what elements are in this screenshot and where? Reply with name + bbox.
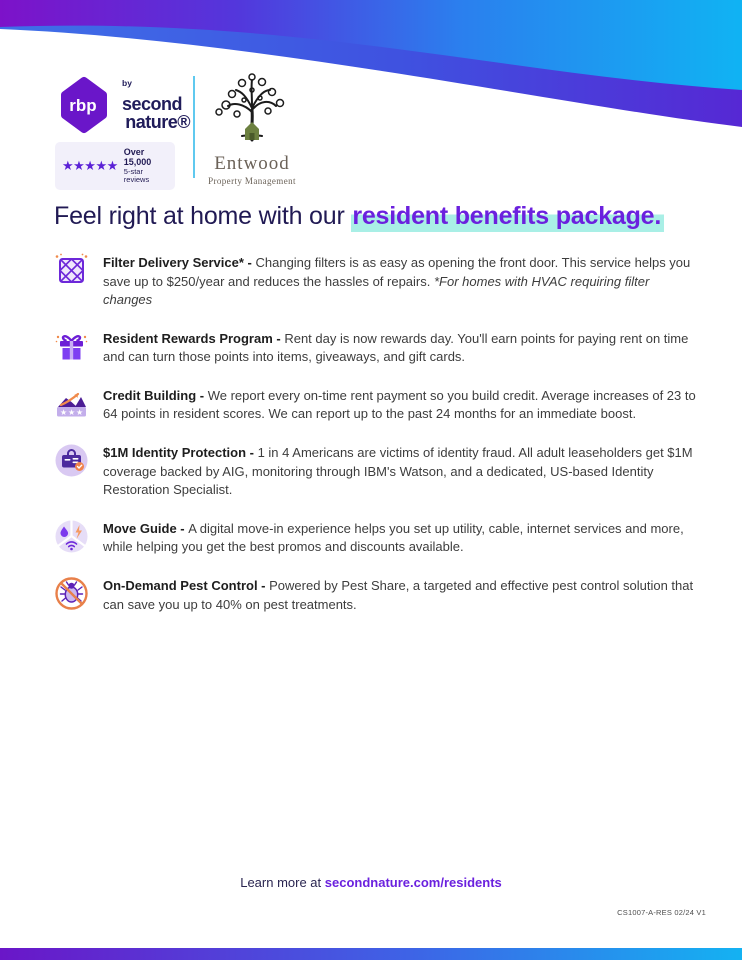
utilities-icon (53, 518, 90, 555)
list-item (53, 518, 698, 557)
headline-prefix: Feel right at home with our (54, 202, 352, 230)
benefit-body: We report every on-time rent payment so you build credit. Average increases of 23 to 64 points in resident scores. We can report up to the past 24 months for an immediate boost. (103, 387, 696, 422)
benefit-body: A digital move-in experience helps you set up utility, cable, internet services and more, while helping you get the best promos and discounts available. (103, 520, 684, 555)
benefit-body: Changing filters is as easy as opening the front door. This service helps you save up to $250/year and reduces the hassles of repairs. (103, 255, 691, 289)
reviews-count: Over 15,000 (123, 147, 152, 168)
benefit-title: Credit Building - (103, 387, 208, 403)
identity-shield-icon (53, 442, 90, 479)
client-logo-block (202, 70, 302, 186)
benefit-text (103, 442, 698, 500)
benefit-title: On-Demand Pest Control - (103, 577, 270, 593)
client-name: Entwood (214, 153, 290, 174)
list-item (53, 442, 698, 500)
list-item (53, 252, 698, 310)
logo-divider (193, 76, 195, 178)
benefit-title: Filter Delivery Service* - (103, 255, 256, 270)
footer-cta (0, 875, 742, 890)
benefit-title: Move Guide - (103, 520, 189, 536)
benefit-text (103, 252, 698, 310)
second-label: second (122, 94, 183, 114)
reviews-badge (55, 142, 175, 190)
benefit-text (103, 575, 698, 614)
benefit-title: $1M Identity Protection - (103, 445, 258, 461)
filter-icon (53, 252, 90, 289)
list-item (53, 328, 698, 367)
gift-icon (53, 328, 90, 365)
list-item (53, 575, 698, 614)
page-title (54, 202, 706, 231)
no-pest-icon (53, 575, 90, 612)
client-subtitle: Property Management (208, 176, 296, 186)
benefit-title: Resident Rewards Program - (103, 330, 285, 346)
residents-link[interactable]: secondnature.com/residents (324, 875, 502, 890)
benefit-text (103, 518, 698, 557)
list-item (53, 385, 698, 424)
svg-text:★: ★ (68, 407, 76, 417)
benefit-body: Powered by Pest Share, a targeted and effective pest control solution that can save you up to 40% on pest treatments. (103, 577, 694, 612)
five-stars-icon: ★★★★★ (62, 158, 118, 174)
second-nature-wordmark (122, 79, 190, 131)
svg-text:★: ★ (76, 407, 84, 417)
benefit-text (103, 328, 698, 367)
rbp-logo-icon (55, 76, 113, 134)
entwood-tree-icon (204, 70, 300, 146)
benefit-note: *For homes with HVAC requiring filter changes (103, 273, 650, 308)
benefits-list (53, 252, 698, 632)
rbp-logo-lockup (55, 76, 190, 134)
benefit-body: Rent day is now rewards day. You'll earn points for paying rent on time and can turn those points into items, giveaways, and gift cards. (103, 330, 689, 365)
headline-highlight: resident benefits package. (351, 202, 664, 232)
nature-label: nature® (125, 112, 190, 132)
footer-prefix: Learn more at (240, 875, 325, 890)
footer-wave-bar (0, 948, 742, 960)
benefit-body: 1 in 4 Americans are victims of identity fraud. All adult leaseholders get $1M coverage backed by AIG, monitoring through IBM's Watson, and a dedicated, US-based Identity Restoration Specialist. (103, 445, 693, 498)
reviews-caption: 5-star reviews (123, 166, 150, 185)
document-code: CS1007-A-RES 02/24 V1 (617, 908, 706, 917)
credit-chart-icon (53, 385, 90, 422)
svg-text:★: ★ (60, 407, 68, 417)
reviews-text (124, 147, 168, 185)
benefit-text (103, 385, 698, 424)
svg-text:rbp: rbp (69, 96, 97, 115)
by-label: by (122, 78, 132, 88)
brand-block (55, 76, 190, 190)
